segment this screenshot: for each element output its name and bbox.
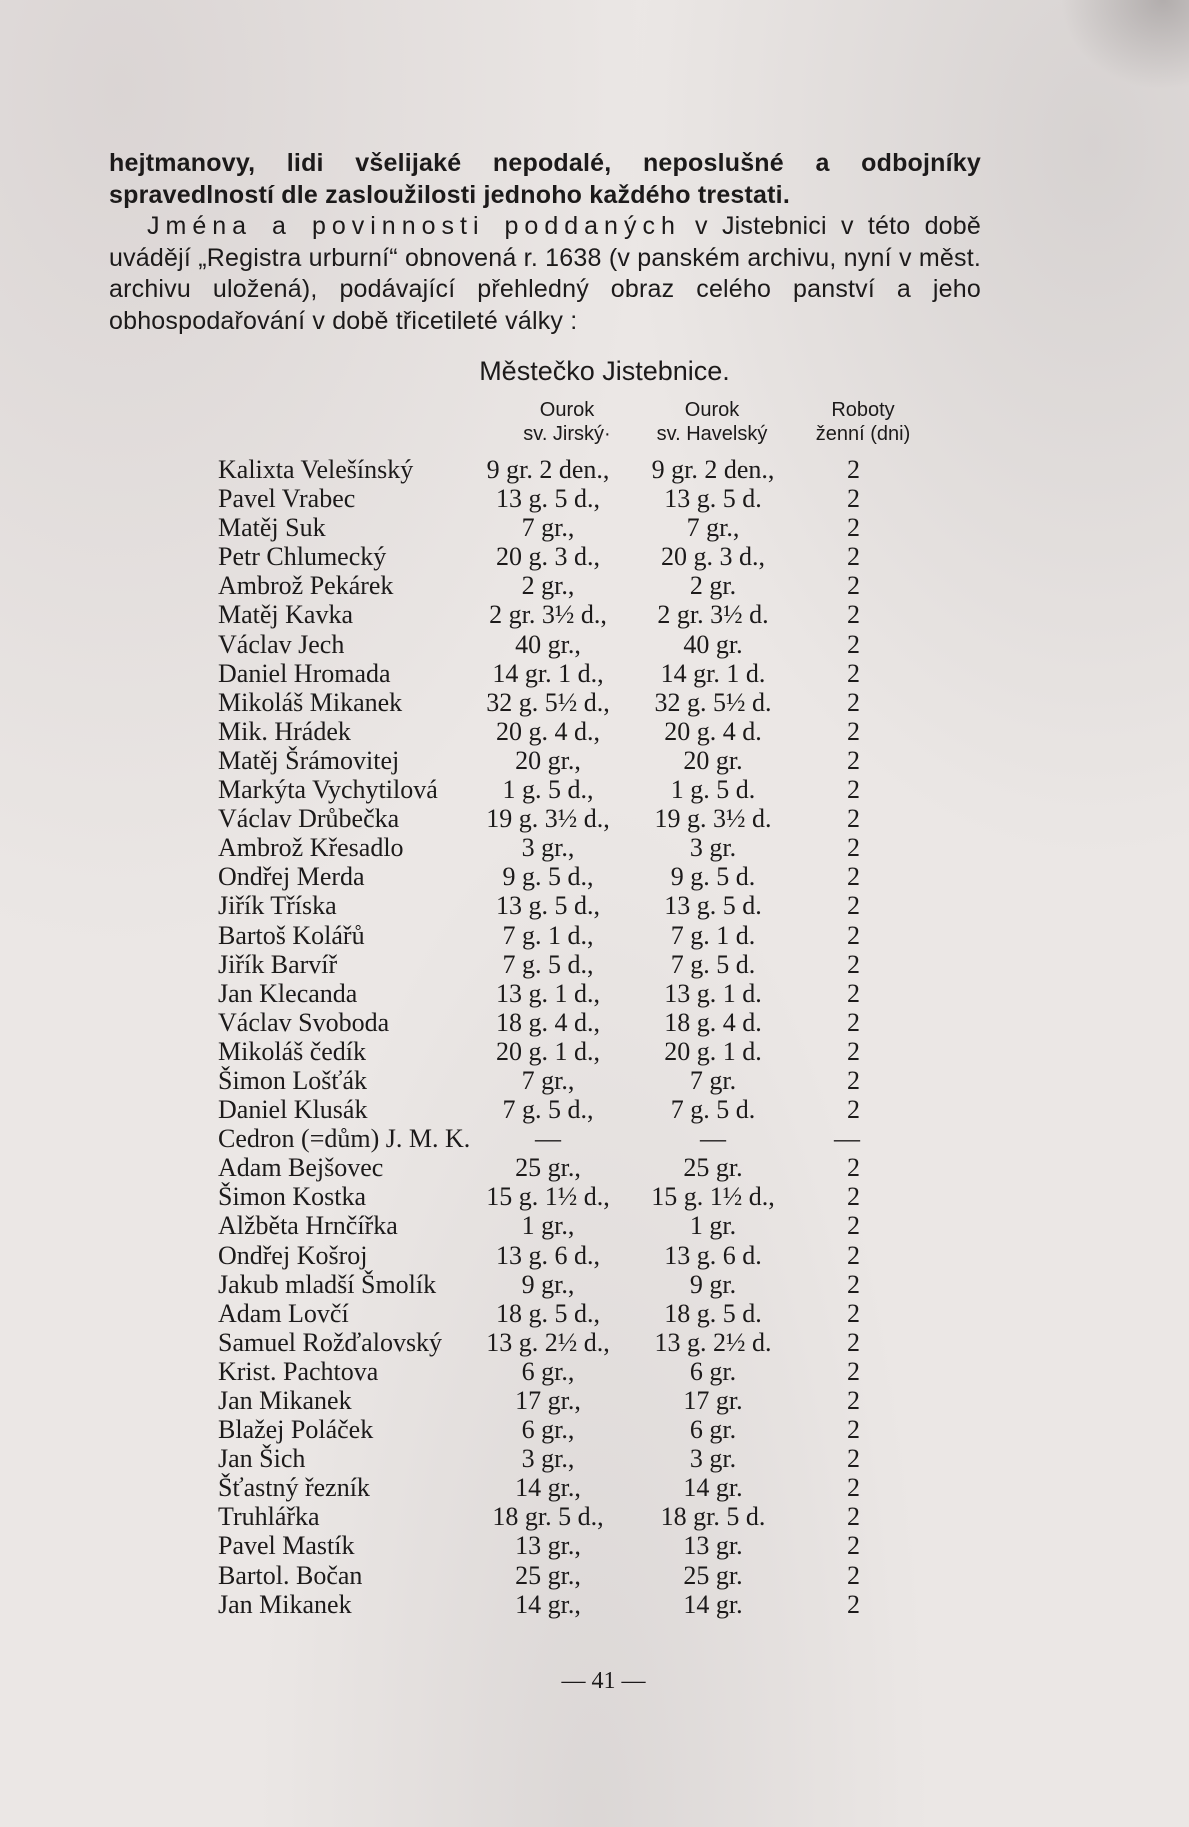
jirsky-dues: 3 gr., [521,833,575,863]
havelsky-dues: 2 gr. [689,571,737,601]
havelsky-dues: 25 gr. [683,1153,743,1183]
jirsky-dues: — [535,1124,561,1154]
jirsky-dues: 3 gr., [521,1444,575,1474]
havelsky-dues: 25 gr. [683,1560,743,1590]
tenant-name: Matěj Kavka [218,600,354,630]
paragraph-2 [109,211,981,337]
tenant-name: Jan Šich [218,1444,306,1474]
havelsky-dues: 15 g. 1½ d., [651,1182,775,1212]
havelsky-dues: 7 gr. [689,1065,737,1095]
jirsky-dues: 9 gr., [521,1269,575,1299]
tenant-name: Matěj Suk [218,513,326,543]
havelsky-dues: 20 g. 1 d. [664,1036,762,1066]
jirsky-dues: 2 gr. 3½ d., [489,600,607,630]
tenant-name: Markýta Vychytilová [218,775,438,805]
robot-days: 2 [847,1153,860,1183]
havelsky-dues: 19 g. 3½ d. [654,804,772,834]
tenant-name: Petr Chlumecký [218,542,387,572]
tenant-name: Václav Drůbečka [218,804,400,834]
robot-days: 2 [847,920,860,950]
jirsky-dues: 7 g. 1 d., [502,920,594,950]
robot-days: 2 [847,513,860,543]
havelsky-dues: 13 g. 6 d. [664,1240,762,1270]
robot-days: 2 [847,775,860,805]
tenant-name: Václav Svoboda [218,1007,390,1037]
tenant-name: Daniel Klusák [218,1095,368,1125]
robot-days: 2 [847,804,860,834]
jirsky-dues: 18 g. 4 d., [496,1007,600,1037]
havelsky-dues: 3 gr. [689,833,737,863]
tenant-name: Adam Bejšovec [218,1153,384,1183]
section-title: Městečko Jistebnice. [479,356,730,386]
tenant-name: Ambrož Křesadlo [218,833,404,863]
jirsky-dues: 13 g. 5 d., [496,484,600,514]
robot-days: 2 [847,1444,860,1474]
tenant-name: Kalixta Velešínský [218,455,414,484]
jirsky-dues: 20 g. 3 d., [496,542,600,572]
jirsky-dues: 14 gr. 1 d., [492,658,604,688]
tenant-name: Adam Lovčí [218,1298,349,1328]
tenant-name: Jiřík Barvíř [218,949,338,979]
jirsky-dues: 1 g. 5 d., [502,775,594,805]
robot-days: 2 [847,833,860,863]
column-header-havelsky [632,398,792,446]
jirsky-dues: 2 gr., [521,571,575,601]
jirsky-dues: 20 gr., [515,745,581,775]
tenant-name: Šimon Kostka [218,1182,367,1212]
havelsky-dues: — [700,1124,726,1154]
robot-days: — [834,1124,860,1154]
havelsky-dues: 1 gr. [689,1211,737,1241]
robot-days: 2 [847,484,860,514]
jirsky-dues: 15 g. 1½ d., [486,1182,610,1212]
column-header-jirsky-line2: sv. Jirský· [523,423,611,445]
jirsky-dues: 25 gr., [515,1560,581,1590]
tenant-name: Pavel Vrabec [218,484,356,514]
jirsky-dues: 20 g. 1 d., [496,1036,600,1066]
tenant-name: Krist. Pachtova [218,1356,379,1386]
tenant-name: Václav Jech [218,629,345,659]
robot-days: 2 [847,542,860,572]
robot-days: 2 [847,1298,860,1328]
tenant-name: Šťastný řezník [218,1473,370,1503]
robot-days: 2 [847,658,860,688]
robot-days: 2 [847,1531,860,1561]
havelsky-dues: 20 g. 4 d. [664,716,762,746]
robot-days: 2 [847,1386,860,1415]
jirsky-dues: 1 gr., [521,1211,575,1241]
havelsky-dues: 17 gr. [683,1386,743,1415]
jirsky-dues: 13 g. 5 d., [496,891,600,921]
tenant-name: Alžběta Hrnčířka [218,1211,398,1241]
havelsky-dues: 40 gr. [683,629,743,659]
robot-days: 2 [847,1240,860,1270]
jirsky-dues: 7 g. 5 d., [502,1095,594,1125]
havelsky-dues: 13 g. 2½ d. [654,1327,772,1357]
havelsky-dues: 13 g. 1 d. [664,978,762,1008]
robot-days: 2 [847,1415,860,1445]
havelsky-dues: 7 gr., [686,513,740,543]
havelsky-dues: 32 g. 5½ d. [654,687,772,717]
jirsky-dues: 17 gr., [515,1386,581,1415]
tenant-name: Jan Mikanek [218,1386,352,1415]
tenant-name: Pavel Mastík [218,1531,355,1561]
havelsky-dues: 7 g. 5 d. [670,949,756,979]
tenant-name: Šimon Lošťák [218,1065,368,1095]
havelsky-dues: 9 g. 5 d. [670,862,756,892]
havelsky-dues: 7 g. 1 d. [670,920,756,950]
tenant-name: Bartoš Kolářů [218,920,365,950]
jirsky-dues: 6 gr., [521,1356,575,1386]
jirsky-dues: 18 g. 5 d., [496,1298,600,1328]
robot-days: 2 [847,1327,860,1357]
jirsky-dues: 20 g. 4 d., [496,716,600,746]
robot-days: 2 [847,629,860,659]
jirsky-dues: 19 g. 3½ d., [486,804,610,834]
jirsky-dues: 9 gr. 2 den., [486,455,610,484]
paragraph-1: hejtmanovy, lidi všelijaké nepodalé, neposlušné a odbojníky spravedlností dle zasloužilosti jednoho každého trestati. [109,149,981,209]
havelsky-dues: 14 gr. [683,1473,743,1503]
havelsky-dues: 2 gr. 3½ d. [657,600,769,630]
tenant-name: Jakub mladší Šmolík [218,1269,437,1299]
jirsky-dues: 25 gr., [515,1153,581,1183]
tenant-name: Truhlářka [218,1502,320,1532]
jirsky-dues: 32 g. 5½ d., [486,687,610,717]
robot-days: 2 [847,891,860,921]
column-header-roboty [798,398,928,446]
tenant-name: Jan Mikanek [218,1589,352,1619]
jirsky-dues: 13 g. 1 d., [496,978,600,1008]
tenant-name: Jan Klecanda [218,978,358,1008]
robot-days: 2 [847,1065,860,1095]
jirsky-dues: 13 g. 6 d., [496,1240,600,1270]
havelsky-dues: 9 gr. [689,1269,737,1299]
havelsky-dues: 13 g. 5 d. [664,484,762,514]
tenant-name: Mikoláš Mikanek [218,687,403,717]
robot-days: 2 [847,1589,860,1619]
havelsky-dues: 18 gr. 5 d. [660,1502,766,1532]
robot-days: 2 [847,1036,860,1066]
havelsky-dues: 20 g. 3 d., [661,542,765,572]
tenant-name: Ambrož Pekárek [218,571,394,601]
jirsky-dues: 7 g. 5 d., [502,949,594,979]
havelsky-dues: 14 gr. [683,1589,743,1619]
jirsky-dues: 18 gr. 5 d., [492,1502,604,1532]
havelsky-dues: 3 gr. [689,1444,737,1474]
robot-days: 2 [847,745,860,775]
tenant-name: Blažej Poláček [218,1415,374,1445]
havelsky-dues: 13 gr. [683,1531,743,1561]
column-header-jirsky [502,398,632,446]
jirsky-dues: 14 gr., [515,1473,581,1503]
column-header-roboty-line1: Roboty [831,399,895,421]
robot-days: 2 [847,978,860,1008]
paragraph-2-spaced: Jména a povinnosti poddaných [147,212,681,240]
tenant-name: Mik. Hrádek [218,716,351,746]
robot-days: 2 [847,600,860,630]
jirsky-dues: 9 g. 5 d., [502,862,594,892]
havelsky-dues: 6 gr. [689,1356,737,1386]
jirsky-dues: 6 gr., [521,1415,575,1445]
column-header-havelsky-line2: sv. Havelský [656,423,768,445]
havelsky-dues: 20 gr. [683,745,743,775]
tenant-name: Ondřej Merda [218,862,365,892]
jirsky-dues: 7 gr., [521,1065,575,1095]
havelsky-dues: 13 g. 5 d. [664,891,762,921]
column-header-jirsky-line1: Ourok [539,399,595,421]
tenant-name: Jiřík Tříska [218,891,337,921]
tenant-name: Cedron (=dům) J. M. K. [218,1124,471,1154]
robot-days: 2 [847,716,860,746]
havelsky-dues: 6 gr. [689,1415,737,1445]
robot-days: 2 [847,1269,860,1299]
robot-days: 2 [847,455,860,484]
havelsky-dues: 18 g. 4 d. [664,1007,762,1037]
robot-days: 2 [847,949,860,979]
tenant-name: Daniel Hromada [218,658,391,688]
havelsky-dues: 1 g. 5 d. [670,775,756,805]
havelsky-dues: 14 gr. 1 d. [660,658,766,688]
robot-days: 2 [847,1182,860,1212]
robot-days: 2 [847,1095,860,1125]
jirsky-dues: 13 g. 2½ d., [486,1327,610,1357]
robot-days: 2 [847,1007,860,1037]
page-number: — 41 — [561,1668,646,1694]
robot-days: 2 [847,1502,860,1532]
havelsky-dues: 18 g. 5 d. [664,1298,762,1328]
robot-days: 2 [847,862,860,892]
tenant-name: Mikoláš čedík [218,1036,367,1066]
column-header-roboty-line2: ženní (dni) [815,423,911,445]
jirsky-dues: 14 gr., [515,1589,581,1619]
column-header-havelsky-line1: Ourok [684,399,740,421]
havelsky-dues: 9 gr. 2 den., [651,455,775,484]
paragraph-2-rest: v Jistebnici v této době uvádějí „Registra urburní“ obnovená r. 1638 (v panském archivu, nyní v měst. archivu uložená), podávající přehledný obraz celého panství a jeho obhospodařování v době třicetileté války : [109,212,981,335]
robot-days: 2 [847,1560,860,1590]
jirsky-dues: 40 gr., [515,629,581,659]
robot-days: 2 [847,1211,860,1241]
robot-days: 2 [847,571,860,601]
jirsky-dues: 7 gr., [521,513,575,543]
robot-days: 2 [847,1356,860,1386]
robot-days: 2 [847,1473,860,1503]
tenant-name: Samuel Rožďalovský [218,1327,443,1357]
scan-smudge [1060,0,1189,90]
jirsky-dues: 13 gr., [515,1531,581,1561]
tenant-name: Matěj Šrámovitej [218,745,400,775]
havelsky-dues: 7 g. 5 d. [670,1095,756,1125]
tenant-name: Bartol. Bočan [218,1560,363,1590]
robot-days: 2 [847,687,860,717]
intro-text [109,148,981,337]
tenant-name: Ondřej Košroj [218,1240,368,1270]
